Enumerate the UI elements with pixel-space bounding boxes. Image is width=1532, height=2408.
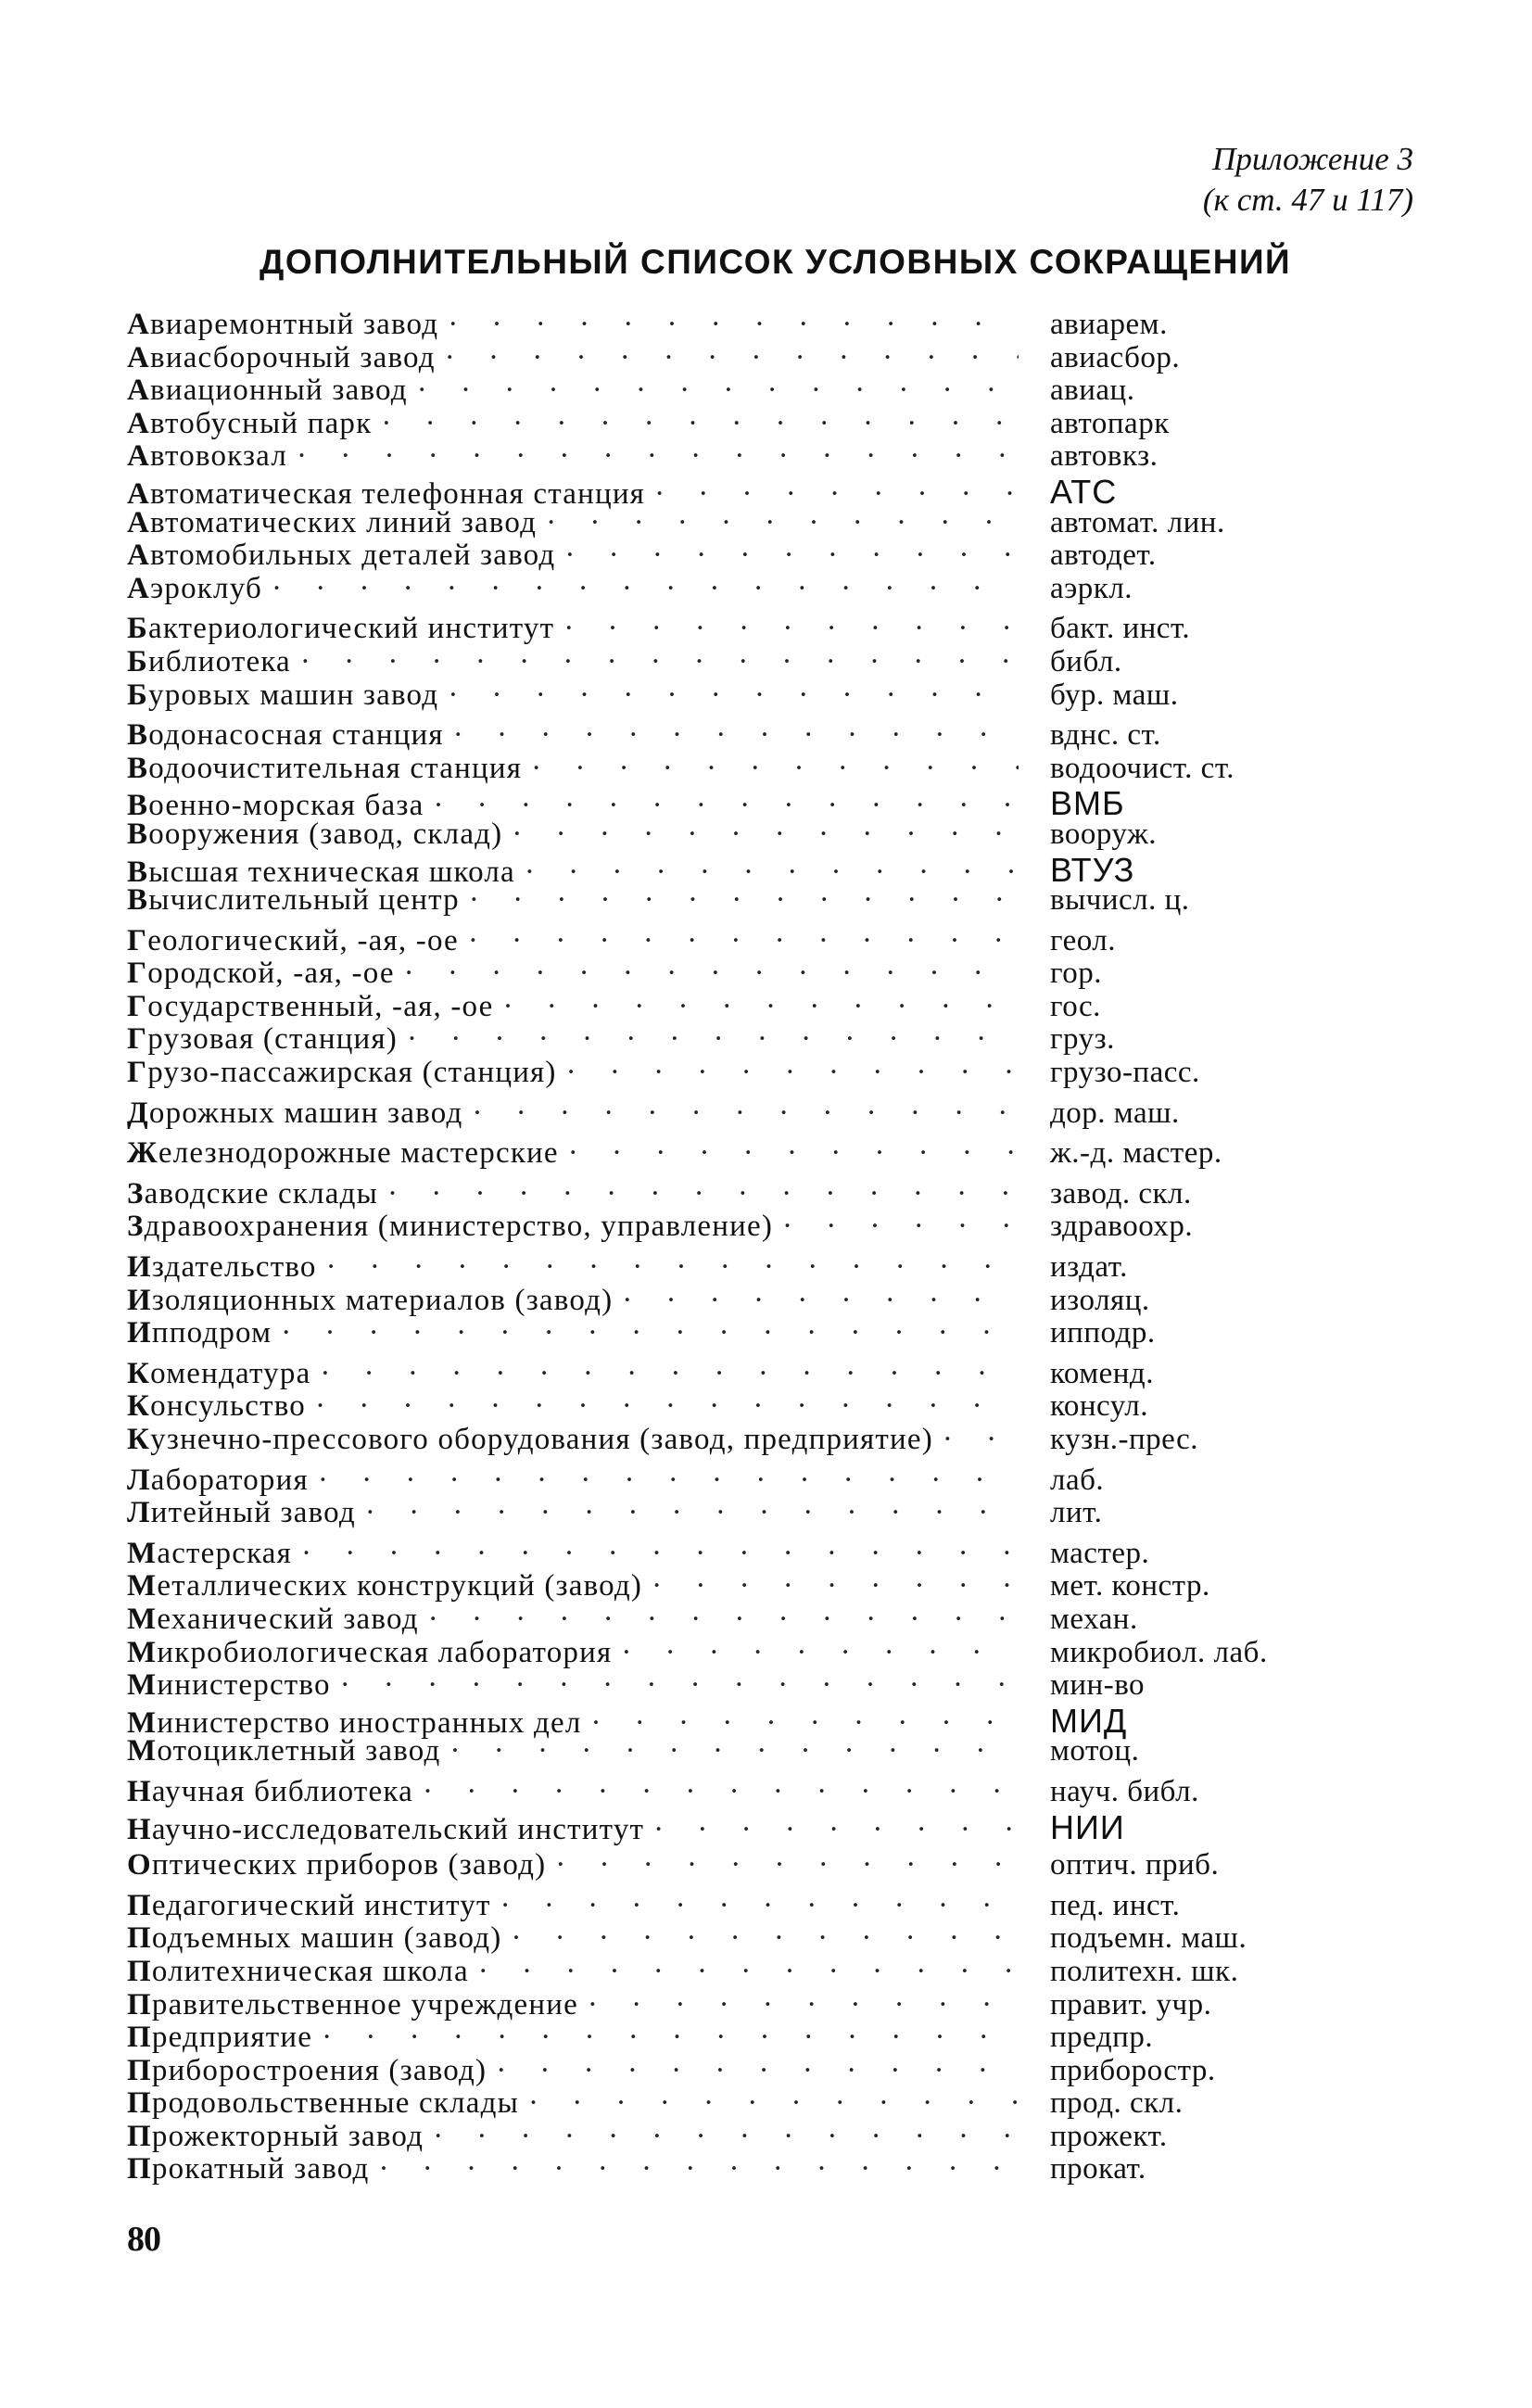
term-cell [127, 678, 1019, 713]
term-text: Вычислительный центр [127, 883, 460, 918]
abbreviation-text: подъемн. маш. [1050, 1921, 1247, 1956]
dot-leader [297, 439, 1019, 474]
dot-leader [511, 1921, 1019, 1956]
term-cell [127, 407, 1019, 441]
letter-group [127, 1889, 1313, 2186]
term-text: Авиаремонтный завод [127, 308, 439, 341]
list-item [127, 1284, 1313, 1317]
dot-leader [281, 1316, 1019, 1350]
term-cell [127, 924, 1019, 958]
list-item [127, 1357, 1313, 1390]
abbreviation-text: прод. скл. [1050, 2086, 1184, 2121]
abbreviation-text: вычисл. ц. [1050, 883, 1190, 918]
list-item [127, 1423, 1313, 1456]
list-item [127, 472, 1313, 511]
abbreviation-text: грузо-пасс. [1050, 1056, 1200, 1090]
term-cell [127, 1284, 1019, 1318]
term-text: Ипподром [127, 1316, 272, 1350]
letter-group [127, 1774, 1313, 1846]
term-cell [127, 752, 1019, 786]
term-cell [127, 1889, 1019, 1923]
term-text: Автоматическая телефонная станция [127, 476, 646, 511]
term-cell [127, 1988, 1019, 2022]
abbreviation-text: ВТУЗ [1050, 850, 1135, 889]
list-item [127, 1177, 1313, 1210]
dot-leader [472, 1096, 1019, 1131]
term-cell [127, 1316, 1019, 1350]
list-item [127, 752, 1313, 785]
list-item [127, 1136, 1313, 1170]
term-cell [127, 2086, 1019, 2121]
term-text: Комендатура [127, 1356, 311, 1390]
dot-leader [417, 374, 1019, 408]
list-item [127, 506, 1313, 539]
list-item [127, 1988, 1313, 2021]
term-text: Мастерская [127, 1536, 293, 1570]
dot-leader [588, 1988, 1019, 2022]
term-cell [127, 1423, 1019, 1457]
list-item [127, 883, 1313, 917]
term-cell [127, 1496, 1019, 1530]
term-cell [127, 612, 1019, 646]
term-text: Механический завод [127, 1602, 419, 1636]
letter-group [127, 308, 1313, 604]
list-item [127, 1464, 1313, 1497]
dot-leader [652, 1569, 1019, 1603]
term-text: Буровых машин завод [127, 678, 439, 712]
term-text: Продовольственные склады [127, 2086, 520, 2121]
list-item [127, 817, 1313, 851]
list-item [127, 1056, 1313, 1089]
dot-leader [496, 2054, 1019, 2088]
term-cell [127, 1136, 1019, 1171]
dot-leader [320, 1357, 1019, 1391]
term-cell [127, 883, 1019, 918]
abbreviation-text: авиац. [1050, 374, 1135, 408]
page-number: 80 [127, 2220, 160, 2259]
abbreviation-list [127, 308, 1313, 2193]
dot-leader [326, 1250, 1019, 1285]
term-text: Литейный завод [127, 1496, 356, 1530]
abbreviation-text: изоляц. [1050, 1283, 1150, 1317]
term-text: Авиасборочный завод [127, 340, 436, 374]
abbreviation-text: аэркл. [1050, 571, 1133, 605]
letter-group [127, 1357, 1313, 1456]
page-title: ДОПОЛНИТЕЛЬНЫЙ СПИСОК УСЛОВНЫХ СОКРАЩЕНИЙ [260, 243, 1292, 281]
abbreviation-text: прожект. [1050, 2119, 1168, 2153]
term-text: Мотоциклетный завод [127, 1734, 441, 1768]
term-text: Грузовая (станция) [127, 1022, 398, 1057]
list-item [127, 1955, 1313, 1988]
abbreviation-text: консул. [1050, 1389, 1148, 1424]
dot-leader [300, 645, 1019, 679]
term-cell [127, 1921, 1019, 1956]
term-cell [127, 341, 1019, 375]
term-text: Изоляционных материалов (завод) [127, 1283, 614, 1317]
term-cell [127, 1096, 1019, 1131]
term-cell [127, 2120, 1019, 2154]
abbreviation-text: дор. маш. [1050, 1096, 1180, 1130]
list-item [127, 1096, 1313, 1130]
dot-leader [315, 1389, 1019, 1424]
dot-leader [365, 1496, 1019, 1530]
list-item [127, 374, 1313, 407]
abbreviation-text: завод. скл. [1050, 1176, 1192, 1210]
abbreviation-text: приборостр. [1050, 2053, 1216, 2087]
term-text: Вооружения (завод, склад) [127, 817, 503, 851]
list-item [127, 2120, 1313, 2153]
abbreviation-text: политехн. шк. [1050, 1954, 1239, 1988]
dot-leader [564, 539, 1019, 573]
list-item [127, 2054, 1313, 2087]
dot-leader [555, 1848, 1019, 1882]
term-text: Прожекторный завод [127, 2119, 424, 2153]
list-item [127, 1496, 1313, 1529]
term-cell [127, 1056, 1019, 1090]
abbreviation-text: правит. учр. [1050, 1987, 1212, 2021]
dot-leader [428, 1603, 1019, 1637]
letter-group [127, 1096, 1313, 1130]
term-cell [127, 539, 1019, 573]
abbreviation-text: мет. констр. [1050, 1569, 1210, 1603]
list-item [127, 1889, 1313, 1922]
term-text: Высшая техническая школа [127, 855, 515, 889]
term-cell [127, 1022, 1019, 1057]
abbreviation-text: лаб. [1050, 1463, 1105, 1497]
appendix-reference: (к ст. 47 и 117) [1202, 182, 1413, 218]
dot-leader [322, 2021, 1019, 2055]
term-text: Политехническая школа [127, 1954, 469, 1988]
term-text: Автовокзал [127, 439, 287, 474]
list-item [127, 678, 1313, 712]
term-text: Заводские склады [127, 1176, 378, 1210]
abbreviation-text: предпр. [1050, 2021, 1154, 2055]
term-text: Издательство [127, 1250, 317, 1285]
term-cell [127, 645, 1019, 679]
term-text: Автоматических линий завод [127, 505, 538, 539]
term-cell [127, 1464, 1019, 1498]
dot-leader [531, 752, 1019, 786]
dot-leader [622, 1284, 1019, 1318]
dot-leader [448, 678, 1019, 713]
term-cell [127, 439, 1019, 474]
term-cell [127, 374, 1019, 408]
dot-leader [387, 1177, 1019, 1211]
letter-group [127, 1250, 1313, 1350]
abbreviation-text: автовкз. [1050, 439, 1158, 474]
list-item [127, 1807, 1313, 1846]
dot-leader [943, 1423, 1019, 1457]
term-cell [127, 2054, 1019, 2088]
dot-leader [478, 1955, 1019, 1989]
abbreviation-text: МИД [1050, 1701, 1128, 1740]
term-cell [127, 1250, 1019, 1285]
dot-leader [512, 817, 1019, 852]
dot-leader [563, 612, 1019, 646]
list-item [127, 2152, 1313, 2186]
term-cell [127, 817, 1019, 852]
list-item [127, 308, 1313, 341]
term-cell [127, 506, 1019, 540]
appendix-label: Приложение 3 [1212, 141, 1413, 177]
term-text: Библиотека [127, 644, 291, 678]
dot-leader [468, 924, 1019, 958]
term-text: Дорожных машин завод [127, 1096, 463, 1130]
abbreviation-text: авиасбор. [1050, 340, 1181, 374]
term-cell [127, 1668, 1019, 1703]
letter-group [127, 1177, 1313, 1243]
letter-group [127, 1464, 1313, 1529]
term-cell [127, 1389, 1019, 1424]
list-item [127, 1389, 1313, 1423]
term-text: Водоочистительная станция [127, 751, 523, 785]
term-text: Микробиологическая лаборатория [127, 1635, 613, 1669]
dot-leader [340, 1668, 1019, 1703]
list-item [127, 1701, 1313, 1740]
dot-leader [381, 407, 1019, 441]
term-text: Консульство [127, 1389, 307, 1424]
term-cell [127, 572, 1019, 606]
dot-leader [404, 957, 1019, 991]
term-cell [127, 718, 1019, 753]
term-text: Городской, -ая, -ое [127, 957, 395, 991]
abbreviation-text: бакт. инст. [1050, 612, 1191, 646]
dot-leader [272, 572, 1019, 606]
term-text: Автобусный парк [127, 406, 373, 440]
term-text: Государственный, -ая, -ое [127, 989, 494, 1023]
dot-leader [448, 308, 1019, 342]
term-text: Научно-исследовательский институт [127, 1812, 645, 1846]
abbreviation-text: авиарем. [1050, 308, 1168, 341]
dot-leader [453, 718, 1019, 753]
term-text: Автомобильных деталей завод [127, 539, 556, 573]
dot-leader [653, 1813, 1019, 1847]
term-cell [127, 1775, 1019, 1809]
term-text: Грузо-пассажирская (станция) [127, 1056, 557, 1090]
dot-leader [379, 2152, 1019, 2186]
abbreviation-text: ипподр. [1050, 1316, 1156, 1350]
list-item [127, 1316, 1313, 1350]
abbreviation-text: АТС [1050, 472, 1118, 511]
term-text: Научная библиотека [127, 1774, 413, 1808]
term-cell [127, 1177, 1019, 1211]
abbreviation-text: мастер. [1050, 1536, 1150, 1570]
term-cell [127, 1210, 1019, 1244]
letter-group [127, 1537, 1313, 1768]
term-text: Министерство иностранных дел [127, 1705, 582, 1740]
abbreviation-text: кузн.-прес. [1050, 1423, 1199, 1456]
abbreviation-text: науч. библ. [1050, 1774, 1199, 1808]
list-item [127, 341, 1313, 374]
dot-leader [423, 1775, 1019, 1809]
term-text: Подъемных машин (завод) [127, 1921, 502, 1956]
abbreviation-text: гос. [1050, 989, 1101, 1023]
list-item [127, 1250, 1313, 1284]
term-text: Военно-морская база [127, 789, 424, 823]
abbreviation-text: коменд. [1050, 1356, 1154, 1390]
abbreviation-text: вооруж. [1050, 817, 1158, 851]
term-text: Предприятие [127, 2021, 313, 2055]
list-item [127, 1636, 1313, 1669]
dot-leader [503, 990, 1019, 1024]
list-item [127, 1569, 1313, 1603]
term-text: Железнодорожные мастерские [127, 1136, 559, 1171]
abbreviation-text: НИИ [1050, 1807, 1125, 1846]
list-item [127, 2021, 1313, 2054]
term-cell [127, 1848, 1019, 1882]
term-cell [127, 1734, 1019, 1768]
dot-leader [318, 1464, 1019, 1498]
abbreviation-text: микробиол. лаб. [1050, 1635, 1268, 1669]
letter-group [127, 924, 1313, 1089]
list-item [127, 2086, 1313, 2120]
list-item [127, 1022, 1313, 1056]
list-item [127, 718, 1313, 752]
dot-leader [568, 1136, 1019, 1171]
dot-leader [546, 506, 1019, 540]
abbreviation-text: лит. [1050, 1496, 1103, 1530]
term-text: Лаборатория [127, 1463, 309, 1497]
dot-leader [528, 2086, 1019, 2121]
letter-group [127, 612, 1313, 711]
list-item [127, 645, 1313, 678]
term-cell [127, 1537, 1019, 1571]
term-text: Водонасосная станция [127, 718, 444, 753]
term-cell [127, 1955, 1019, 1989]
term-cell [127, 1569, 1019, 1603]
term-text: Приборостроения (завод) [127, 2053, 487, 2087]
term-text: Правительственное учреждение [127, 1987, 578, 2021]
dot-leader [301, 1537, 1019, 1571]
abbreviation-text: здравоохр. [1050, 1210, 1194, 1244]
term-text: Прокатный завод [127, 2152, 370, 2186]
list-item [127, 924, 1313, 957]
list-item [127, 407, 1313, 440]
abbreviation-text: водоочист. ст. [1050, 751, 1235, 785]
term-cell [127, 1636, 1019, 1670]
abbreviation-text: автомат. лин. [1050, 505, 1225, 539]
term-text: Кузнечно-прессового оборудования (завод, предприятие) [127, 1423, 933, 1456]
dot-leader [500, 1889, 1019, 1923]
list-item [127, 1603, 1313, 1636]
abbreviation-text: груз. [1050, 1022, 1115, 1057]
term-cell [127, 957, 1019, 991]
term-cell [127, 1603, 1019, 1637]
list-item [127, 439, 1313, 473]
abbreviation-text: вднс. ст. [1050, 718, 1161, 753]
dot-leader [407, 1022, 1019, 1057]
list-item [127, 1921, 1313, 1955]
term-cell [127, 1357, 1019, 1391]
list-item [127, 612, 1313, 645]
letter-group [127, 718, 1313, 917]
list-item [127, 572, 1313, 605]
list-item [127, 784, 1313, 823]
abbreviation-text: ж.-д. мастер. [1050, 1136, 1222, 1171]
dot-leader [445, 341, 1019, 375]
list-item [127, 1210, 1313, 1243]
abbreviation-text: библ. [1050, 644, 1122, 678]
term-cell [127, 308, 1019, 342]
dot-leader [621, 1636, 1019, 1670]
list-item [127, 539, 1313, 572]
dot-leader [469, 883, 1019, 918]
term-text: Бактериологический институт [127, 612, 555, 646]
term-text: Геологический, -ая, -ое [127, 923, 459, 957]
list-item [127, 1848, 1313, 1882]
abbreviation-text: ВМБ [1050, 784, 1125, 823]
abbreviation-text: бур. маш. [1050, 678, 1179, 712]
list-item [127, 850, 1313, 889]
list-item [127, 1668, 1313, 1702]
term-text: Здравоохранения (министерство, управление) [127, 1210, 774, 1244]
term-cell [127, 990, 1019, 1024]
dot-leader [450, 1734, 1019, 1768]
term-text: Авиационный завод [127, 374, 408, 408]
dot-leader [782, 1210, 1019, 1244]
list-item [127, 990, 1313, 1023]
term-cell [127, 2152, 1019, 2186]
list-item [127, 1734, 1313, 1768]
term-text: Педагогический институт [127, 1888, 491, 1922]
dot-leader [566, 1056, 1019, 1090]
abbreviation-text: мотоц. [1050, 1734, 1140, 1768]
list-item [127, 1537, 1313, 1570]
term-text: Металлических конструкций (завод) [127, 1569, 643, 1603]
abbreviation-text: гор. [1050, 957, 1102, 991]
list-item [127, 957, 1313, 990]
abbreviation-text: мин-во [1050, 1668, 1146, 1703]
appendix-header [1203, 139, 1413, 221]
term-text: Министерство [127, 1668, 331, 1703]
term-text: Оптических приборов (завод) [127, 1848, 547, 1882]
abbreviation-text: пед. инст. [1050, 1888, 1181, 1922]
term-cell [127, 1813, 1019, 1847]
abbreviation-text: оптич. приб. [1050, 1848, 1220, 1882]
abbreviation-text: геол. [1050, 923, 1117, 957]
abbreviation-text: прокат. [1050, 2152, 1146, 2186]
letter-group [127, 1848, 1313, 1882]
abbreviation-text: автопарк [1050, 406, 1170, 440]
abbreviation-text: автодет. [1050, 539, 1157, 573]
dot-leader [433, 2120, 1019, 2154]
list-item [127, 1775, 1313, 1808]
term-cell [127, 2021, 1019, 2055]
abbreviation-text: механ. [1050, 1602, 1138, 1636]
abbreviation-text: издат. [1050, 1250, 1128, 1285]
term-text: Аэроклуб [127, 571, 262, 605]
letter-group [127, 1136, 1313, 1170]
